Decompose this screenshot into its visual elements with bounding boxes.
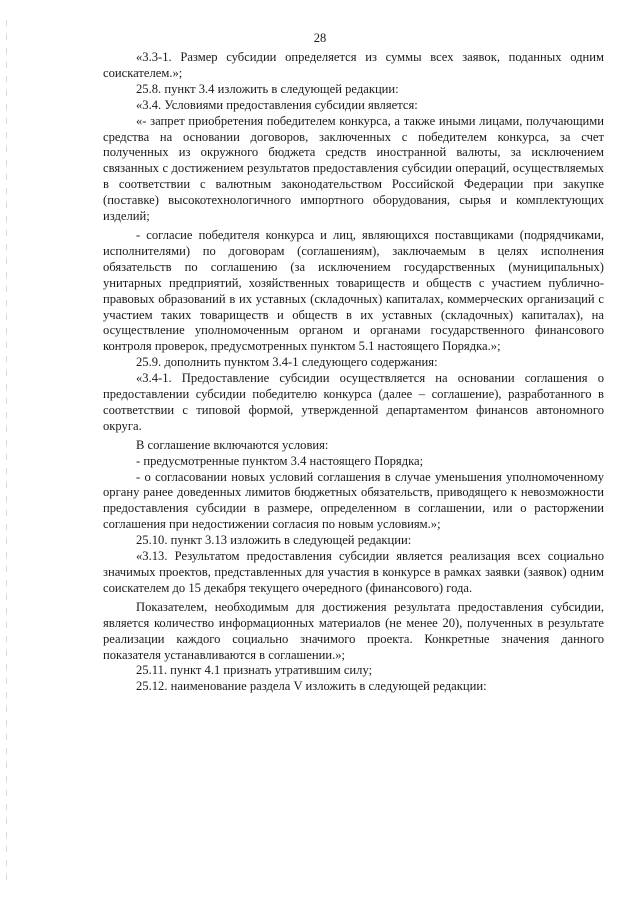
paragraph-3-13: «3.13. Результатом предоставления субсидии является реализация всех социально значимых проектов, представленных для участия в конкурсе в рамках заявки (заявок) одним соискателем до 15 декабря текущего очередного (финансового) года. <box>103 549 604 595</box>
paragraph-25-11: 25.11. пункт 4.1 признать утратившим силу; <box>136 663 373 678</box>
paragraph-currency-ban: «- запрет приобретения победителем конкурса, а также иными лицами, получающими средства на основании договоров, заключенных с победителем конкурса, за счет полученных из окружного бюджета средств иностранной валюты, за исключением связанных с достижением результатов предоставления субсидии операций, осуществляемых в соответствии с валютным законодательством Российской Федерации при закупке (поставке) высокотехнологичного импортного оборудования, сырья и комплектующих изделий; <box>103 113 604 224</box>
paragraph-agreement-conditions: В соглашение включаются условия: <box>136 437 329 452</box>
paragraph-25-8: 25.8. пункт 3.4 изложить в следующей редакции: <box>136 81 399 96</box>
paragraph-condition-1: - предусмотренные пунктом 3.4 настоящего Порядка; <box>136 453 424 468</box>
paragraph-25-12: 25.12. наименование раздела V изложить в следующей редакции: <box>136 679 487 694</box>
page-number: 28 <box>313 31 327 45</box>
paragraph-condition-2: - о согласовании новых условий соглашения в случае уменьшения уполномоченному органу ранее доведенных лимитов бюджетных обязательств, приводящего к невозможности предоставления субсидии в размере, определенном в соглашении, или о расторжении соглашения при недостижении согласия по новым условиям.»; <box>103 469 604 532</box>
paragraph-audit-consent: - согласие победителя конкурса и лиц, являющихся поставщиками (подрядчиками, исполнителями) по договорам (соглашениям), заключаемым в целях исполнения обязательств по соглашению (за исключением государственных (муниципальных) унитарных предприятий, хозяйственных товариществ и обществ с участием публично-правовых образований в их уставных (складочных) капиталах, коммерческих организаций с участием таких товариществ и обществ в их уставных (складочных) капиталах), на осуществление уполномоченным органом и органами государственного финансового контроля проверок, предусмотренных пунктом 5.1 настоящего Порядка.»; <box>103 227 604 354</box>
document-body <box>103 50 604 695</box>
scan-edge-artifact <box>6 20 7 880</box>
paragraph-25-9: 25.9. дополнить пунктом 3.4-1 следующего содержания: <box>136 355 438 370</box>
paragraph-3-4-1: «3.4-1. Предоставление субсидии осуществляется на основании соглашения о предоставлении субсидии победителю конкурса (далее – соглашение), разработанного в соответствии с типовой формой, утвержденной департаментом финансов автономного округа. <box>103 371 604 433</box>
paragraph-3-3-1: «3.3-1. Размер субсидии определяется из суммы всех заявок, поданных одним соискателем.»; <box>103 50 604 80</box>
paragraph-25-10: 25.10. пункт 3.13 изложить в следующей редакции: <box>136 533 412 548</box>
paragraph-indicator: Показателем, необходимым для достижения результата предоставления субсидии, является количество информационных материалов (не менее 20), полученных в результате реализации каждого социально значимого проекта. Конкретные значения данного показателя устанавливаются в соглашении.»; <box>103 599 604 662</box>
paragraph-3-4-heading: «3.4. Условиями предоставления субсидии является: <box>136 97 418 112</box>
